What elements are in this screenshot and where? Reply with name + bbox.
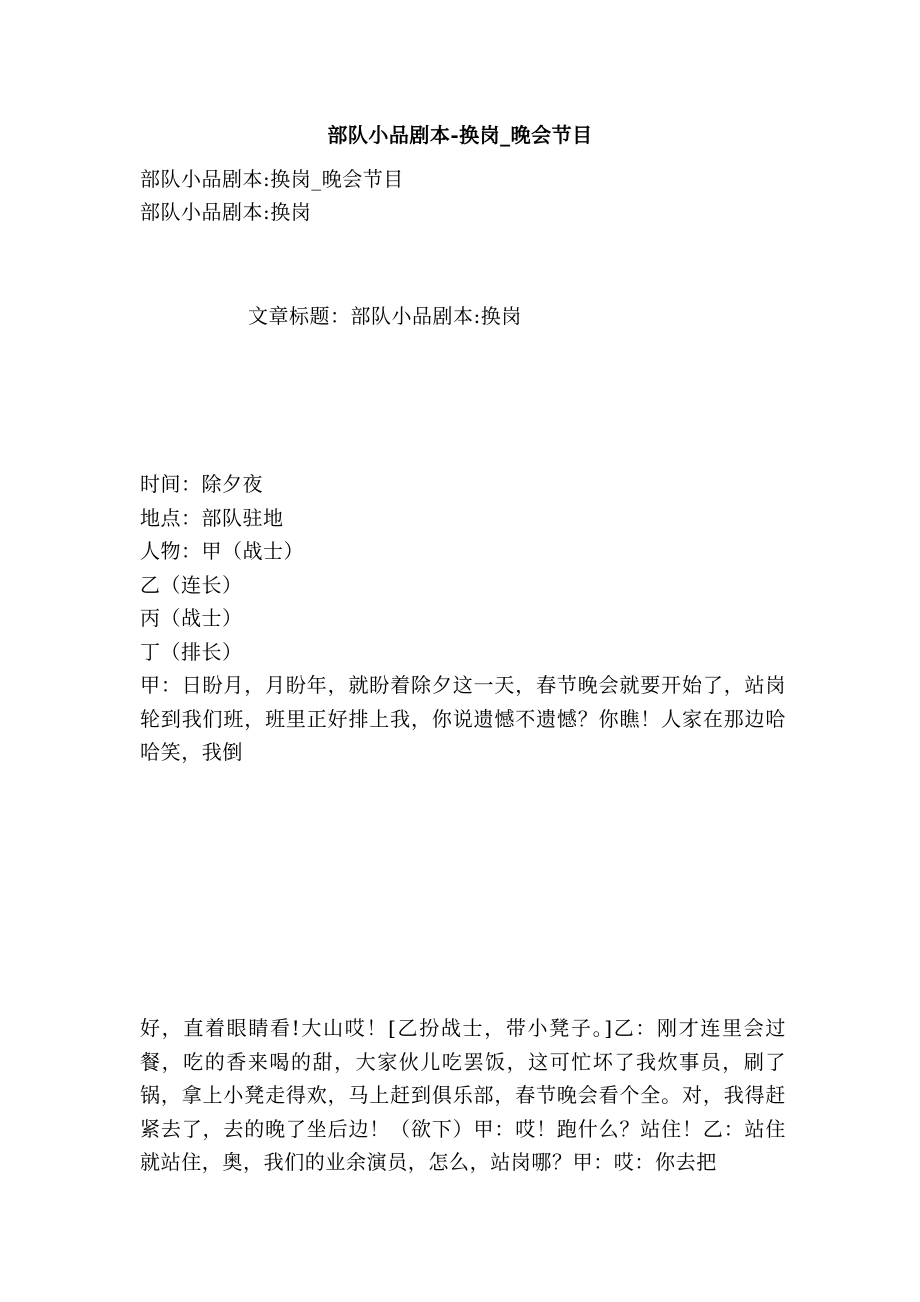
intro-line-2: 部队小品剧本:换岗 — [140, 200, 312, 224]
cast-line-bing: 丙（战士） — [140, 606, 243, 630]
intro-line-1: 部队小品剧本:换岗_晚会节目 — [140, 167, 404, 191]
cast-line-characters: 人物：甲（战士） — [140, 539, 304, 563]
document-title: 部队小品剧本-换岗_晚会节目 — [327, 123, 593, 147]
cast-line-place: 地点：部队驻地 — [140, 506, 284, 530]
article-title: 文章标题：部队小品剧本:换岗 — [248, 304, 522, 328]
cast-line-time: 时间：除夕夜 — [140, 472, 263, 496]
cast-line-yi: 乙（连长） — [140, 573, 243, 597]
dialogue-paragraph-1: 甲：日盼月，月盼年，就盼着除夕这一天，春节晚会就要开始了，站岗轮到我们班，班里正好排上我，你说遗憾不遗憾？你瞧！人家在那边哈哈笑，我倒 — [140, 673, 786, 764]
dialogue-paragraph-2: 好，直着眼睛看!大山哎！[乙扮战士，带小凳子。]乙：刚才连里会过餐，吃的香来喝的甜，大家伙儿吃罢饭，这可忙坏了我炊事员，刷了锅，拿上小凳走得欢，马上赶到俱乐部，春节晚会看个全。对，我得赶紧去了，去的晚了坐后边！（欲下）甲：哎！跑什么？站住！乙：站住就站住，奥，我们的业余演员，怎么，站岗哪？甲：哎：你去把 — [140, 1016, 786, 1174]
cast-line-ding: 丁（排长） — [140, 640, 243, 664]
